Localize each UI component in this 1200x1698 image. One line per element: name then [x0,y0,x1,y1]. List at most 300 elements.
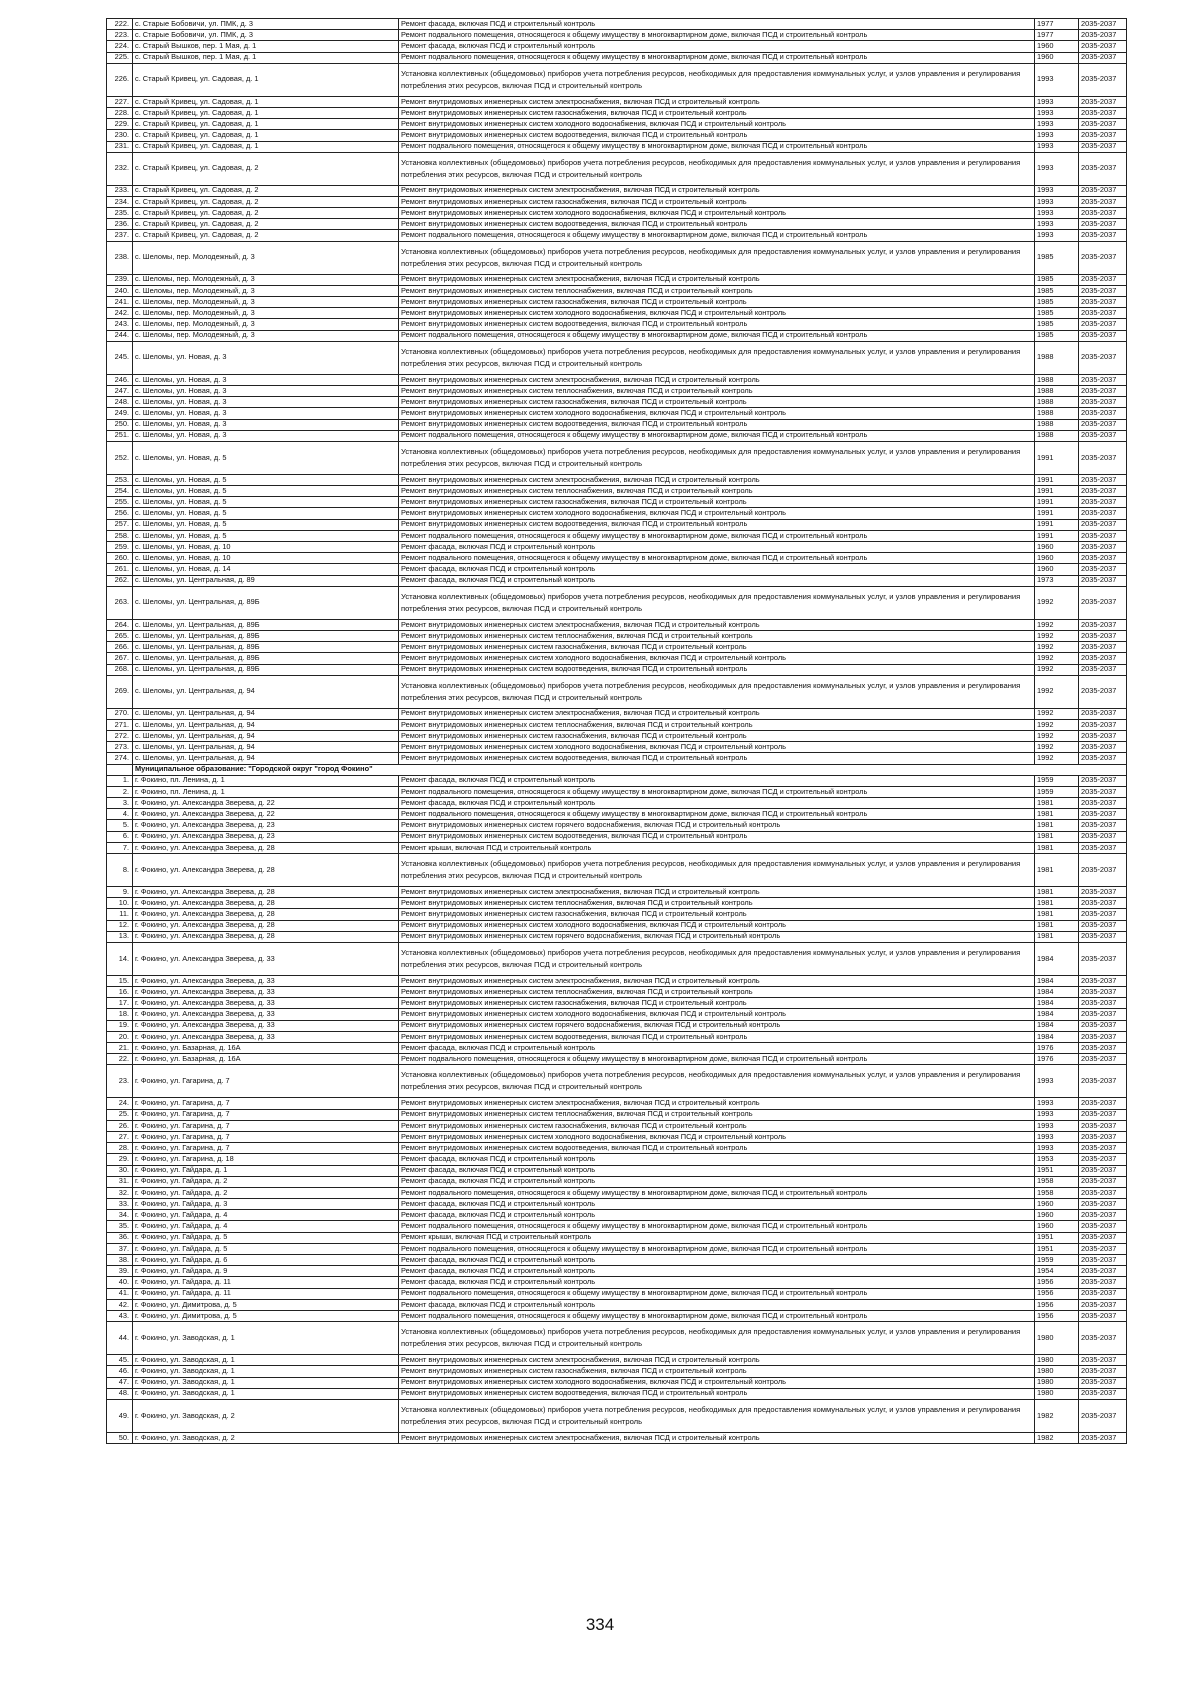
address-cell: с. Шеломы, ул. Центральная, д. 89Б [133,630,399,641]
row-number-cell: 224. [107,41,133,52]
address-cell: г. Фокино, ул. Гагарина, д. 7 [133,1131,399,1142]
build-year-cell: 1993 [1035,1131,1079,1142]
work-type-cell: Ремонт крыши, включая ПСД и строительный контроль [399,842,1035,853]
address-cell: г. Фокино, ул. Гайдара, д. 5 [133,1243,399,1254]
work-type-cell: Ремонт фасада, включая ПСД и строительный контроль [399,564,1035,575]
row-number-cell: 22. [107,1054,133,1065]
term-cell: 2035-2037 [1079,341,1127,374]
work-type-cell: Ремонт фасада, включая ПСД и строительный контроль [399,41,1035,52]
table-row [107,107,1127,118]
term-cell: 2035-2037 [1079,1009,1127,1020]
row-number-cell: 222. [107,19,133,30]
address-cell: с. Шеломы, ул. Новая, д. 3 [133,341,399,374]
row-number-cell: 15. [107,975,133,986]
work-type-cell: Ремонт фасада, включая ПСД и строительный контроль [399,575,1035,586]
work-type-cell: Ремонт внутридомовых инженерных систем холодного водоснабжения, включая ПСД и строительный контроль [399,1009,1035,1020]
work-type-cell: Ремонт внутридомовых инженерных систем водоотведения, включая ПСД и строительный контроль [399,319,1035,330]
row-number-cell: 230. [107,130,133,141]
section-heading: Муниципальное образование: "Городской округ "город Фокино" [133,764,1127,775]
row-number-cell: 20. [107,1031,133,1042]
address-cell: г. Фокино, ул. Заводская, д. 2 [133,1432,399,1443]
row-number-cell: 273. [107,742,133,753]
term-cell: 2035-2037 [1079,886,1127,897]
work-type-cell: Ремонт внутридомовых инженерных систем водоотведения, включая ПСД и строительный контроль [399,831,1035,842]
work-type-cell: Ремонт подвального помещения, относящегося к общему имуществу в многоквартирном доме, включая ПСД и строительный контроль [399,530,1035,541]
table-row [107,886,1127,897]
table-row [107,1043,1127,1054]
work-type-cell: Ремонт фасада, включая ПСД и строительный контроль [399,1277,1035,1288]
build-year-cell: 1992 [1035,642,1079,653]
row-number-cell: 35. [107,1221,133,1232]
row-number-cell: 255. [107,497,133,508]
term-cell: 2035-2037 [1079,374,1127,385]
build-year-cell: 1951 [1035,1165,1079,1176]
table-row [107,219,1127,230]
row-number-cell: 5. [107,820,133,831]
works-table [106,18,1127,1444]
row-number-cell: 33. [107,1199,133,1210]
row-number-cell: 234. [107,196,133,207]
term-cell: 2035-2037 [1079,775,1127,786]
address-cell: с. Шеломы, ул. Новая, д. 5 [133,519,399,530]
row-number-cell: 7. [107,842,133,853]
table-row [107,1031,1127,1042]
table-row [107,1366,1127,1377]
row-number-cell: 40. [107,1277,133,1288]
term-cell: 2035-2037 [1079,898,1127,909]
work-type-cell: Ремонт внутридомовых инженерных систем газоснабжения, включая ПСД и строительный контроль [399,642,1035,653]
work-type-cell: Ремонт внутридомовых инженерных систем электроснабжения, включая ПСД и строительный контроль [399,274,1035,285]
build-year-cell: 1980 [1035,1366,1079,1377]
table-row [107,809,1127,820]
work-type-cell: Установка коллективных (общедомовых) приборов учета потребления ресурсов, необходимых для предоставления коммунальных услуг, и узлов управления и регулирования потребления этих ресурсов, включая ПСД и строительный контроль [399,63,1035,96]
build-year-cell: 1981 [1035,898,1079,909]
term-cell: 2035-2037 [1079,853,1127,886]
address-cell: с. Шеломы, ул. Новая, д. 3 [133,408,399,419]
table-row [107,1210,1127,1221]
work-type-cell: Ремонт внутридомовых инженерных систем электроснабжения, включая ПСД и строительный контроль [399,1098,1035,1109]
build-year-cell: 1981 [1035,853,1079,886]
work-type-cell: Ремонт внутридомовых инженерных систем электроснабжения, включая ПСД и строительный контроль [399,474,1035,485]
term-cell: 2035-2037 [1079,931,1127,942]
work-type-cell: Установка коллективных (общедомовых) приборов учета потребления ресурсов, необходимых для предоставления коммунальных услуг, и узлов управления и регулирования потребления этих ресурсов, включая ПСД и строительный контроль [399,1399,1035,1432]
work-type-cell: Ремонт подвального помещения, относящегося к общему имуществу в многоквартирном доме, включая ПСД и строительный контроль [399,1221,1035,1232]
row-number-cell: 29. [107,1154,133,1165]
build-year-cell: 1992 [1035,742,1079,753]
table-row [107,1377,1127,1388]
work-type-cell: Ремонт внутридомовых инженерных систем теплоснабжения, включая ПСД и строительный контроль [399,719,1035,730]
row-number-cell: 251. [107,430,133,441]
build-year-cell: 1993 [1035,219,1079,230]
address-cell: г. Фокино, ул. Гайдара, д. 4 [133,1221,399,1232]
term-cell: 2035-2037 [1079,731,1127,742]
term-cell: 2035-2037 [1079,1243,1127,1254]
address-cell: с. Шеломы, пер. Молодежный, д. 3 [133,319,399,330]
address-cell: с. Старый Кривец, ул. Садовая, д. 2 [133,196,399,207]
work-type-cell: Ремонт подвального помещения, относящегося к общему имуществу в многоквартирном доме, включая ПСД и строительный контроль [399,1243,1035,1254]
address-cell: с. Шеломы, ул. Центральная, д. 89 [133,575,399,586]
row-number-cell: 266. [107,642,133,653]
row-number-cell: 238. [107,241,133,274]
term-cell: 2035-2037 [1079,196,1127,207]
row-number-cell: 16. [107,987,133,998]
address-cell: г. Фокино, пл. Ленина, д. 1 [133,775,399,786]
row-number-cell: 264. [107,619,133,630]
table-row [107,30,1127,41]
row-number-cell: 38. [107,1255,133,1266]
term-cell: 2035-2037 [1079,1165,1127,1176]
address-cell: с. Старые Бобовичи, ул. ПМК, д. 3 [133,30,399,41]
address-cell: г. Фокино, ул. Александра Зверева, д. 28 [133,898,399,909]
table-row [107,630,1127,641]
address-cell: г. Фокино, ул. Гайдара, д. 5 [133,1232,399,1243]
address-cell: г. Фокино, ул. Гайдара, д. 6 [133,1255,399,1266]
table-row [107,1109,1127,1120]
row-number-cell [107,764,133,775]
work-type-cell: Ремонт внутридомовых инженерных систем водоотведения, включая ПСД и строительный контроль [399,1031,1035,1042]
work-type-cell: Ремонт внутридомовых инженерных систем теплоснабжения, включая ПСД и строительный контроль [399,898,1035,909]
row-number-cell: 46. [107,1366,133,1377]
build-year-cell: 1985 [1035,285,1079,296]
work-type-cell: Ремонт фасада, включая ПСД и строительный контроль [399,19,1035,30]
table-row [107,931,1127,942]
term-cell: 2035-2037 [1079,820,1127,831]
build-year-cell: 1992 [1035,586,1079,619]
address-cell: г. Фокино, ул. Гагарина, д. 7 [133,1109,399,1120]
table-row [107,975,1127,986]
address-cell: с. Шеломы, ул. Центральная, д. 94 [133,719,399,730]
build-year-cell: 1973 [1035,575,1079,586]
row-number-cell: 236. [107,219,133,230]
address-cell: с. Шеломы, ул. Новая, д. 5 [133,441,399,474]
row-number-cell: 32. [107,1187,133,1198]
table-row [107,330,1127,341]
build-year-cell: 1992 [1035,619,1079,630]
table-row [107,675,1127,708]
row-number-cell: 17. [107,998,133,1009]
build-year-cell: 1976 [1035,1043,1079,1054]
work-type-cell: Ремонт фасада, включая ПСД и строительный контроль [399,775,1035,786]
address-cell: с. Шеломы, ул. Новая, д. 14 [133,564,399,575]
term-cell: 2035-2037 [1079,831,1127,842]
row-number-cell: 1. [107,775,133,786]
work-type-cell: Установка коллективных (общедомовых) приборов учета потребления ресурсов, необходимых для предоставления коммунальных услуг, и узлов управления и регулирования потребления этих ресурсов, включая ПСД и строительный контроль [399,1065,1035,1098]
address-cell: с. Шеломы, ул. Центральная, д. 94 [133,753,399,764]
term-cell: 2035-2037 [1079,285,1127,296]
row-number-cell: 241. [107,297,133,308]
term-cell: 2035-2037 [1079,1054,1127,1065]
build-year-cell: 1985 [1035,330,1079,341]
work-type-cell: Ремонт фасада, включая ПСД и строительный контроль [399,1043,1035,1054]
build-year-cell: 1984 [1035,998,1079,1009]
row-number-cell: 43. [107,1310,133,1321]
term-cell: 2035-2037 [1079,753,1127,764]
row-number-cell: 254. [107,486,133,497]
address-cell: с. Шеломы, ул. Центральная, д. 89Б [133,664,399,675]
table-row [107,241,1127,274]
term-cell: 2035-2037 [1079,542,1127,553]
table-row [107,441,1127,474]
term-cell: 2035-2037 [1079,1232,1127,1243]
term-cell: 2035-2037 [1079,998,1127,1009]
page-number: 334 [585,1615,615,1634]
address-cell: г. Фокино, ул. Гайдара, д. 9 [133,1266,399,1277]
term-cell: 2035-2037 [1079,208,1127,219]
address-cell: с. Шеломы, пер. Молодежный, д. 3 [133,274,399,285]
row-number-cell: 243. [107,319,133,330]
work-type-cell: Ремонт внутридомовых инженерных систем горячего водоснабжения, включая ПСД и строительный контроль [399,931,1035,942]
work-type-cell: Установка коллективных (общедомовых) приборов учета потребления ресурсов, необходимых для предоставления коммунальных услуг, и узлов управления и регулирования потребления этих ресурсов, включая ПСД и строительный контроль [399,152,1035,185]
term-cell: 2035-2037 [1079,708,1127,719]
work-type-cell: Ремонт внутридомовых инженерных систем горячего водоснабжения, включая ПСД и строительный контроль [399,820,1035,831]
term-cell: 2035-2037 [1079,1299,1127,1310]
work-type-cell: Ремонт внутридомовых инженерных систем водоотведения, включая ПСД и строительный контроль [399,753,1035,764]
row-number-cell: 26. [107,1120,133,1131]
row-number-cell: 232. [107,152,133,185]
address-cell: г. Фокино, ул. Заводская, д. 1 [133,1322,399,1355]
row-number-cell: 256. [107,508,133,519]
work-type-cell: Ремонт внутридомовых инженерных систем холодного водоснабжения, включая ПСД и строительный контроль [399,1131,1035,1142]
work-type-cell: Ремонт внутридомовых инженерных систем газоснабжения, включая ПСД и строительный контроль [399,731,1035,742]
row-number-cell: 257. [107,519,133,530]
table-row [107,1221,1127,1232]
work-type-cell: Ремонт фасада, включая ПСД и строительный контроль [399,1299,1035,1310]
row-number-cell: 228. [107,107,133,118]
address-cell: г. Фокино, ул. Александра Зверева, д. 33 [133,942,399,975]
work-type-cell: Ремонт внутридомовых инженерных систем газоснабжения, включая ПСД и строительный контроль [399,497,1035,508]
term-cell: 2035-2037 [1079,1131,1127,1142]
term-cell: 2035-2037 [1079,1432,1127,1443]
build-year-cell: 1988 [1035,374,1079,385]
table-row [107,486,1127,497]
row-number-cell: 242. [107,308,133,319]
work-type-cell: Ремонт внутридомовых инженерных систем газоснабжения, включая ПСД и строительный контроль [399,1366,1035,1377]
address-cell: с. Старый Кривец, ул. Садовая, д. 1 [133,130,399,141]
work-type-cell: Ремонт внутридомовых инженерных систем горячего водоснабжения, включая ПСД и строительный контроль [399,1020,1035,1031]
build-year-cell: 1960 [1035,1210,1079,1221]
table-row [107,374,1127,385]
table-row [107,508,1127,519]
address-cell: с. Шеломы, ул. Центральная, д. 89Б [133,586,399,619]
address-cell: с. Шеломы, ул. Новая, д. 5 [133,486,399,497]
build-year-cell: 1982 [1035,1399,1079,1432]
term-cell: 2035-2037 [1079,130,1127,141]
work-type-cell: Ремонт внутридомовых инженерных систем холодного водоснабжения, включая ПСД и строительный контроль [399,920,1035,931]
address-cell: г. Фокино, ул. Александра Зверева, д. 33 [133,987,399,998]
build-year-cell: 1992 [1035,719,1079,730]
row-number-cell: 8. [107,853,133,886]
table-row [107,653,1127,664]
row-number-cell: 226. [107,63,133,96]
build-year-cell: 1960 [1035,52,1079,63]
row-number-cell: 41. [107,1288,133,1299]
work-type-cell: Ремонт подвального помещения, относящегося к общему имуществу в многоквартирном доме, включая ПСД и строительный контроль [399,786,1035,797]
row-number-cell: 223. [107,30,133,41]
row-number-cell: 237. [107,230,133,241]
address-cell: с. Старый Кривец, ул. Садовая, д. 2 [133,185,399,196]
address-cell: г. Фокино, ул. Александра Зверева, д. 28 [133,886,399,897]
table-row [107,419,1127,430]
row-number-cell: 39. [107,1266,133,1277]
term-cell: 2035-2037 [1079,185,1127,196]
work-type-cell: Установка коллективных (общедомовых) приборов учета потребления ресурсов, необходимых для предоставления коммунальных услуг, и узлов управления и регулирования потребления этих ресурсов, включая ПСД и строительный контроль [399,241,1035,274]
table-row [107,297,1127,308]
term-cell: 2035-2037 [1079,975,1127,986]
table-row [107,1232,1127,1243]
row-number-cell: 9. [107,886,133,897]
address-cell: с. Шеломы, ул. Центральная, д. 94 [133,731,399,742]
build-year-cell: 1993 [1035,185,1079,196]
work-type-cell: Ремонт внутридомовых инженерных систем теплоснабжения, включая ПСД и строительный контроль [399,486,1035,497]
row-number-cell: 252. [107,441,133,474]
work-type-cell: Ремонт крыши, включая ПСД и строительный контроль [399,1232,1035,1243]
table-row [107,185,1127,196]
address-cell: с. Старые Бобовичи, ул. ПМК, д. 3 [133,19,399,30]
address-cell: с. Шеломы, ул. Центральная, д. 89Б [133,653,399,664]
term-cell: 2035-2037 [1079,530,1127,541]
address-cell: с. Старый Кривец, ул. Садовая, д. 1 [133,63,399,96]
address-cell: г. Фокино, пл. Ленина, д. 1 [133,786,399,797]
build-year-cell: 1992 [1035,664,1079,675]
row-number-cell: 28. [107,1143,133,1154]
address-cell: с. Шеломы, пер. Молодежный, д. 3 [133,241,399,274]
table-row [107,1399,1127,1432]
row-number-cell: 269. [107,675,133,708]
term-cell: 2035-2037 [1079,1187,1127,1198]
row-number-cell: 34. [107,1210,133,1221]
term-cell: 2035-2037 [1079,508,1127,519]
address-cell: г. Фокино, ул. Димитрова, д. 5 [133,1299,399,1310]
build-year-cell: 1985 [1035,297,1079,308]
address-cell: с. Шеломы, ул. Центральная, д. 89Б [133,642,399,653]
term-cell: 2035-2037 [1079,419,1127,430]
build-year-cell: 1993 [1035,107,1079,118]
build-year-cell: 1951 [1035,1232,1079,1243]
address-cell: г. Фокино, ул. Гагарина, д. 7 [133,1098,399,1109]
table-row [107,196,1127,207]
row-number-cell: 233. [107,185,133,196]
term-cell: 2035-2037 [1079,586,1127,619]
build-year-cell: 1993 [1035,119,1079,130]
build-year-cell: 1976 [1035,1054,1079,1065]
work-type-cell: Ремонт внутридомовых инженерных систем газоснабжения, включая ПСД и строительный контроль [399,998,1035,1009]
table-row [107,1255,1127,1266]
address-cell: г. Фокино, ул. Александра Зверева, д. 33 [133,1009,399,1020]
row-number-cell: 45. [107,1355,133,1366]
work-type-cell: Ремонт внутридомовых инженерных систем водоотведения, включая ПСД и строительный контроль [399,419,1035,430]
build-year-cell: 1980 [1035,1322,1079,1355]
build-year-cell: 1959 [1035,786,1079,797]
build-year-cell: 1988 [1035,341,1079,374]
work-type-cell: Ремонт фасада, включая ПСД и строительный контроль [399,1266,1035,1277]
build-year-cell: 1981 [1035,798,1079,809]
row-number-cell: 3. [107,798,133,809]
address-cell: г. Фокино, ул. Александра Зверева, д. 28 [133,853,399,886]
term-cell: 2035-2037 [1079,1366,1127,1377]
row-number-cell: 267. [107,653,133,664]
row-number-cell: 24. [107,1098,133,1109]
table-row [107,141,1127,152]
row-number-cell: 37. [107,1243,133,1254]
table-row [107,130,1127,141]
work-type-cell: Ремонт внутридомовых инженерных систем водоотведения, включая ПСД и строительный контроль [399,1388,1035,1399]
work-type-cell: Установка коллективных (общедомовых) приборов учета потребления ресурсов, необходимых для предоставления коммунальных услуг, и узлов управления и регулирования потребления этих ресурсов, включая ПСД и строительный контроль [399,853,1035,886]
table-row [107,430,1127,441]
table-row [107,1176,1127,1187]
build-year-cell: 1959 [1035,1255,1079,1266]
work-type-cell: Ремонт подвального помещения, относящегося к общему имуществу в многоквартирном доме, включая ПСД и строительный контроль [399,1288,1035,1299]
build-year-cell: 1993 [1035,1120,1079,1131]
table-row [107,385,1127,396]
work-type-cell: Ремонт внутридомовых инженерных систем газоснабжения, включая ПСД и строительный контроль [399,1120,1035,1131]
table-row [107,1120,1127,1131]
table-row [107,285,1127,296]
table-row [107,1299,1127,1310]
table-row [107,719,1127,730]
term-cell: 2035-2037 [1079,1199,1127,1210]
address-cell: с. Старый Кривец, ул. Садовая, д. 2 [133,152,399,185]
table-row [107,274,1127,285]
build-year-cell: 1992 [1035,753,1079,764]
address-cell: г. Фокино, ул. Александра Зверева, д. 22 [133,809,399,820]
address-cell: с. Старый Кривец, ул. Садовая, д. 2 [133,230,399,241]
build-year-cell: 1993 [1035,63,1079,96]
work-type-cell: Ремонт внутридомовых инженерных систем электроснабжения, включая ПСД и строительный контроль [399,374,1035,385]
address-cell: с. Шеломы, ул. Центральная, д. 89Б [133,619,399,630]
term-cell: 2035-2037 [1079,397,1127,408]
address-cell: с. Шеломы, пер. Молодежный, д. 3 [133,297,399,308]
build-year-cell: 1981 [1035,842,1079,853]
table-row [107,96,1127,107]
work-type-cell: Установка коллективных (общедомовых) приборов учета потребления ресурсов, необходимых для предоставления коммунальных услуг, и узлов управления и регулирования потребления этих ресурсов, включая ПСД и строительный контроль [399,441,1035,474]
address-cell: с. Шеломы, ул. Новая, д. 5 [133,497,399,508]
build-year-cell: 1984 [1035,1020,1079,1031]
build-year-cell: 1993 [1035,1065,1079,1098]
table-row [107,1388,1127,1399]
address-cell: г. Фокино, ул. Заводская, д. 1 [133,1377,399,1388]
table-row [107,798,1127,809]
address-cell: г. Фокино, ул. Гагарина, д. 18 [133,1154,399,1165]
table-row [107,853,1127,886]
address-cell: с. Шеломы, ул. Центральная, д. 94 [133,742,399,753]
term-cell: 2035-2037 [1079,1065,1127,1098]
build-year-cell: 1982 [1035,1432,1079,1443]
address-cell: г. Фокино, ул. Гагарина, д. 7 [133,1065,399,1098]
build-year-cell: 1988 [1035,385,1079,396]
table-row [107,619,1127,630]
work-type-cell: Ремонт внутридомовых инженерных систем холодного водоснабжения, включая ПСД и строительный контроль [399,119,1035,130]
build-year-cell: 1985 [1035,319,1079,330]
term-cell: 2035-2037 [1079,575,1127,586]
row-number-cell: 10. [107,898,133,909]
work-type-cell: Ремонт подвального помещения, относящегося к общему имуществу в многоквартирном доме, включая ПСД и строительный контроль [399,1187,1035,1198]
row-number-cell: 250. [107,419,133,430]
build-year-cell: 1958 [1035,1176,1079,1187]
term-cell: 2035-2037 [1079,274,1127,285]
table-row [107,1165,1127,1176]
row-number-cell: 258. [107,530,133,541]
address-cell: с. Шеломы, пер. Молодежный, д. 3 [133,308,399,319]
term-cell: 2035-2037 [1079,1031,1127,1042]
work-type-cell: Ремонт внутридомовых инженерных систем теплоснабжения, включая ПСД и строительный контроль [399,987,1035,998]
term-cell: 2035-2037 [1079,1399,1127,1432]
work-type-cell: Ремонт подвального помещения, относящегося к общему имуществу в многоквартирном доме, включая ПСД и строительный контроль [399,230,1035,241]
row-number-cell: 47. [107,1377,133,1388]
build-year-cell: 1956 [1035,1277,1079,1288]
row-number-cell: 239. [107,274,133,285]
term-cell: 2035-2037 [1079,1310,1127,1321]
term-cell: 2035-2037 [1079,564,1127,575]
